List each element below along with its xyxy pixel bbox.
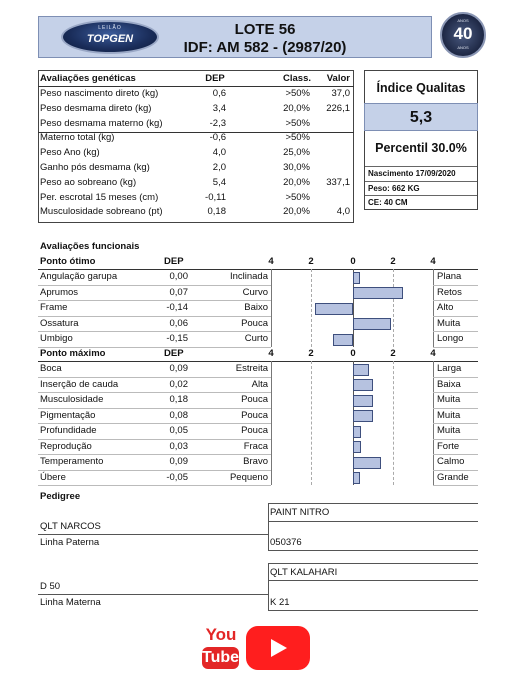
functional-left-label: Baixo	[244, 302, 268, 313]
functional-row-divider-right	[433, 408, 478, 409]
functional-bar	[353, 318, 391, 330]
genetic-row-dep: 2,0	[212, 162, 226, 173]
genetic-row-name: Per. escrotal 15 meses (cm)	[40, 191, 159, 203]
pedigree-line-maternal-dam	[268, 610, 478, 611]
functional-row	[40, 425, 480, 437]
functional-trait-dep: -0,14	[166, 302, 188, 313]
genetic-row-name: Ganho pós desmama (kg)	[40, 162, 150, 173]
functional-trait-dep: 0,03	[169, 440, 188, 452]
functional-trait-name: Frame	[40, 302, 68, 313]
genetic-row	[40, 162, 352, 174]
functional-trait-name: Inserção de cauda	[40, 378, 119, 390]
functional-row-divider	[38, 377, 271, 378]
pedigree-line-maternal-sire-top	[268, 563, 478, 564]
functional-bar	[353, 395, 373, 407]
genetic-row-class: 20,0%	[283, 102, 310, 114]
pedigree-line-paternal-sire-top	[268, 503, 478, 504]
functional-bar	[315, 303, 353, 315]
qualitas-index-box	[364, 70, 478, 210]
genetic-row-name: Peso desmama materno (kg)	[40, 117, 163, 129]
functional-row	[40, 394, 480, 406]
functional-row	[40, 302, 480, 314]
paternal-line-label: Linha Paterna	[40, 537, 100, 548]
functional-left-label: Pequeno	[229, 471, 268, 483]
genetic-header-valor: Valor	[326, 73, 350, 84]
functional-trait-dep: 0,05	[169, 425, 188, 436]
pedigree-line-maternal-sire	[268, 580, 478, 581]
pedigree-line-maternal	[38, 594, 268, 595]
functional-row-divider	[38, 331, 271, 332]
genetic-row	[40, 88, 352, 100]
functional-row-divider-right	[433, 331, 478, 332]
functional-left-label: Inclinada	[229, 271, 268, 282]
functional-row	[40, 318, 480, 330]
scale-label: 4	[430, 256, 436, 267]
idf-title: IDF: AM 582 - (2987/20)	[183, 39, 347, 56]
functional-row-divider	[38, 300, 271, 301]
genetic-row-valor: 226,1	[326, 102, 350, 114]
seal-bottom-text: ANOS	[457, 45, 469, 50]
pedigree-title: Pedigree	[40, 491, 81, 502]
functional-section-header	[40, 348, 480, 360]
percentil: Percentil 30.0%	[375, 141, 467, 155]
genetic-row-valor: 4,0	[336, 206, 350, 218]
functional-trait-name: Pigmentação	[40, 409, 96, 421]
logo-left-top-text: LEILÃO	[98, 25, 122, 31]
functional-row-divider	[38, 454, 271, 455]
functional-dep-header: DEP	[164, 256, 184, 267]
functional-row	[40, 333, 480, 345]
qualitas-title: Índice Qualitas	[376, 81, 466, 95]
functional-right-label: Longo	[437, 333, 464, 344]
functional-row-divider-right	[433, 485, 478, 486]
logo-left-brand: TOPGEN	[86, 33, 134, 45]
functional-trait-name: Musculosidade	[40, 394, 104, 405]
genetic-row-class: 25,0%	[283, 147, 310, 159]
maternal-dam: D 50	[40, 581, 61, 592]
functional-left-label: Curvo	[242, 286, 268, 298]
functional-row	[40, 271, 480, 283]
genetic-row-valor: 337,1	[326, 176, 350, 188]
functional-bar	[353, 379, 373, 391]
genetic-row-dep: 3,4	[212, 102, 226, 114]
functional-trait-name: Angulação garupa	[40, 271, 118, 282]
functional-row	[40, 410, 480, 422]
genetic-row-name: Peso Ano (kg)	[40, 147, 100, 159]
functional-title: Avaliações funcionais	[40, 241, 140, 252]
genetic-header-row	[40, 73, 352, 85]
functional-trait-dep: -0,05	[166, 471, 188, 483]
functional-left-label: Pouca	[241, 425, 268, 436]
genetic-row	[40, 118, 352, 130]
qualitas-divider-3	[365, 195, 477, 196]
functional-row-divider	[38, 285, 271, 286]
genetic-row-class: 20,0%	[283, 206, 310, 218]
play-icon	[271, 639, 287, 657]
functional-row-divider	[38, 392, 271, 393]
youtube-you-text: You	[205, 625, 237, 644]
pedigree-paternal-bracket	[268, 503, 269, 550]
functional-row-divider-right	[433, 300, 478, 301]
functional-right-label: Calmo	[437, 456, 465, 467]
pedigree-line-paternal-sire	[268, 521, 478, 522]
functional-row-divider-right	[433, 470, 478, 471]
functional-bar	[353, 287, 403, 299]
scale-label: 2	[390, 256, 396, 267]
functional-trait-name: Temperamento	[40, 456, 104, 467]
functional-bar	[353, 272, 360, 284]
maternal-granddam: K 21	[270, 597, 290, 608]
functional-row-divider	[38, 470, 271, 471]
functional-left-label: Pouca	[241, 317, 268, 329]
scrotal-circumference: CE: 40 CM	[368, 198, 408, 207]
functional-trait-dep: 0,00	[169, 271, 188, 282]
genetic-row-dep: -0,6	[209, 132, 226, 144]
functional-row-divider	[38, 316, 271, 317]
weight: Peso: 662 KG	[368, 184, 420, 193]
anniversary-seal	[440, 12, 486, 58]
genetic-row-dep: 0,18	[207, 206, 226, 218]
genetic-header-divider	[38, 86, 354, 87]
scale-label: 4	[268, 256, 274, 267]
scale-label: 0	[350, 256, 356, 267]
genetic-row	[40, 177, 352, 189]
functional-trait-name: Umbigo	[40, 333, 73, 344]
functional-bar	[333, 334, 353, 346]
functional-row	[40, 287, 480, 299]
functional-trait-dep: 0,18	[169, 394, 188, 405]
youtube-tube-text: Tube	[202, 647, 239, 669]
lot-header	[38, 16, 432, 58]
functional-left-label: Pouca	[241, 409, 268, 421]
genetic-header-name: Avaliações genéticas	[40, 73, 136, 84]
functional-left-label: Estreita	[235, 363, 268, 374]
paternal-granddam: 050376	[270, 537, 302, 548]
paternal-sire: QLT NARCOS	[40, 521, 101, 532]
functional-left-label: Bravo	[243, 456, 268, 467]
functional-row-divider	[38, 408, 271, 409]
functional-trait-name: Profundidade	[40, 425, 97, 436]
genetic-row-name: Peso nascimento direto (kg)	[40, 88, 159, 99]
functional-section-title: Ponto ótimo	[40, 256, 96, 267]
functional-trait-dep: 0,09	[169, 456, 188, 467]
genetic-row-class: 20,0%	[283, 176, 310, 188]
pedigree-line-paternal	[38, 534, 268, 535]
functional-row-divider-right	[433, 285, 478, 286]
genetic-row-dep: -2,3	[209, 117, 226, 129]
functional-left-label: Fraca	[243, 440, 268, 452]
scale-label: 2	[308, 256, 314, 267]
functional-right-label: Muita	[437, 317, 461, 329]
genetic-row-dep: 4,0	[212, 147, 226, 159]
functional-bar	[353, 472, 360, 484]
functional-trait-dep: 0,08	[169, 409, 188, 421]
maternal-grandsire: QLT KALAHARI	[270, 567, 338, 578]
functional-trait-dep: 0,07	[169, 286, 188, 298]
genetic-row	[40, 206, 352, 218]
youtube-play-button[interactable]	[246, 626, 310, 670]
functional-trait-name: Boca	[40, 363, 62, 374]
genetic-row	[40, 192, 352, 204]
functional-right-label: Forte	[437, 440, 460, 452]
lot-title: LOTE 56	[234, 21, 296, 38]
functional-right-label: Plana	[437, 271, 462, 282]
genetic-row-class: 30,0%	[283, 162, 310, 173]
genetic-row-class: >50%	[285, 132, 310, 144]
pedigree-line-paternal-dam	[268, 550, 478, 551]
scale-label: 4	[430, 348, 436, 359]
scale-label: 2	[390, 348, 396, 359]
functional-trait-name: Reprodução	[40, 440, 92, 452]
seal-top-text: ANOS	[457, 18, 469, 23]
functional-bar	[353, 457, 381, 469]
functional-row	[40, 472, 480, 484]
genetic-row-class: >50%	[285, 191, 310, 203]
functional-bar	[353, 364, 369, 376]
genetic-header-dep: DEP	[205, 73, 225, 84]
birth-date: Nascimento 17/09/2020	[368, 169, 456, 178]
functional-section-title: Ponto máximo	[40, 348, 106, 359]
functional-right-label: Alto	[437, 302, 454, 313]
genetic-row-class: >50%	[285, 88, 310, 99]
qualitas-value-box	[364, 103, 478, 131]
genetic-row-name: Peso ao sobreano (kg)	[40, 176, 137, 188]
genetic-header-class: Class.	[283, 73, 311, 84]
functional-right-label: Muita	[437, 394, 461, 405]
genetic-row-class: >50%	[285, 117, 310, 129]
functional-trait-dep: 0,06	[169, 317, 188, 329]
functional-trait-dep: 0,09	[169, 363, 188, 374]
functional-row-divider-right	[433, 454, 478, 455]
functional-right-label: Muita	[437, 425, 461, 436]
qualitas-value: 5,3	[409, 109, 433, 126]
functional-left-label: Pouca	[241, 394, 268, 405]
functional-trait-name: Aprumos	[40, 286, 79, 298]
functional-right-label: Retos	[437, 286, 462, 298]
functional-row-divider-right	[433, 392, 478, 393]
functional-trait-name: Ossatura	[40, 317, 79, 329]
functional-trait-dep: -0,15	[166, 333, 188, 344]
seal-number: 40	[453, 24, 473, 43]
genetic-row-dep: -0,11	[205, 191, 226, 203]
functional-row-divider-right	[433, 316, 478, 317]
functional-row	[40, 363, 480, 375]
functional-right-label: Grande	[437, 471, 469, 483]
scale-label: 4	[268, 348, 274, 359]
functional-right-label: Muita	[437, 409, 461, 421]
functional-trait-dep: 0,02	[169, 378, 188, 390]
genetic-row	[40, 103, 352, 115]
genetic-row-name: Peso desmama direto (kg)	[40, 102, 152, 114]
functional-right-label: Baixa	[437, 378, 461, 390]
functional-row-divider-right	[433, 439, 478, 440]
functional-row-divider-right	[433, 377, 478, 378]
functional-row-divider	[38, 423, 271, 424]
genetic-row-name: Musculosidade sobreano (pt)	[40, 206, 163, 218]
functional-bar	[353, 410, 373, 422]
genetic-row-dep: 5,4	[212, 176, 226, 188]
functional-row-divider	[38, 439, 271, 440]
functional-row	[40, 441, 480, 453]
genetic-row-dep: 0,6	[212, 88, 226, 99]
scale-label: 2	[308, 348, 314, 359]
functional-dep-header: DEP	[164, 348, 184, 359]
scale-label: 0	[350, 348, 356, 359]
functional-header-divider	[38, 361, 478, 362]
genetic-row-valor: 37,0	[331, 88, 350, 99]
pedigree-maternal-bracket	[268, 563, 269, 610]
genetic-row	[40, 132, 352, 144]
maternal-line-label: Linha Materna	[40, 597, 101, 608]
functional-bar	[353, 441, 361, 453]
functional-left-label: Alta	[251, 378, 268, 390]
functional-header-divider	[38, 269, 478, 270]
functional-right-label: Larga	[437, 363, 462, 374]
paternal-grandsire: PAINT NITRO	[270, 507, 330, 518]
qualitas-divider-1	[365, 166, 477, 167]
functional-section-header	[40, 256, 480, 268]
functional-left-label: Curto	[244, 333, 268, 344]
functional-bar	[353, 426, 361, 438]
functional-trait-name: Úbere	[40, 471, 66, 483]
genetic-row	[40, 147, 352, 159]
youtube-logo[interactable]	[201, 625, 241, 671]
functional-row	[40, 379, 480, 391]
functional-row-divider	[38, 485, 271, 486]
genetic-row-name: Materno total (kg)	[40, 132, 115, 144]
functional-row	[40, 456, 480, 468]
functional-row-divider-right	[433, 423, 478, 424]
qualitas-divider-2	[365, 181, 477, 182]
